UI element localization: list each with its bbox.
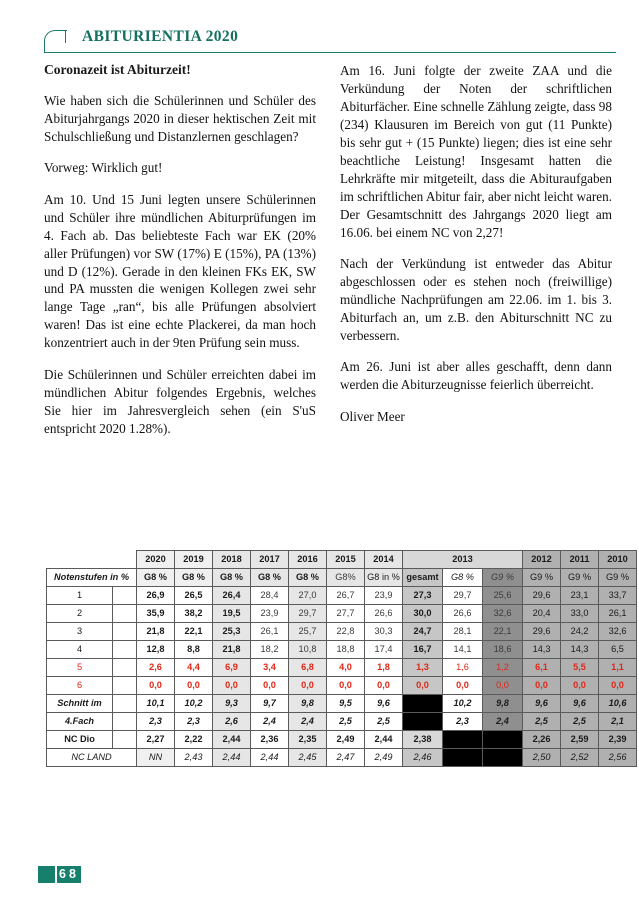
- grade-statistics-table: [46, 550, 637, 767]
- cell-g2-2015: 27,7: [327, 605, 365, 623]
- cell-g3-2019: 22,1: [175, 623, 213, 641]
- cell-g2-2016: 29,7: [289, 605, 327, 623]
- cell-g1-2018: 26,4: [213, 587, 251, 605]
- cell-schnitt-pts-2010: 10,6: [599, 695, 637, 713]
- cell-g6-2010: 0,0: [599, 677, 637, 695]
- row-pad-2: [113, 605, 137, 623]
- table-row: [47, 641, 637, 659]
- cell-ncland-2018: 2,44: [213, 749, 251, 767]
- cell-ncdio-2013-gesamt: 2,38: [403, 731, 443, 749]
- cell-g1-2012: 29,6: [523, 587, 561, 605]
- cell-ncland-2010: 2,56: [599, 749, 637, 767]
- cell-g4-2018: 21,8: [213, 641, 251, 659]
- cell-g1-2016: 27,0: [289, 587, 327, 605]
- row-pad-3: [113, 623, 137, 641]
- table-row: [47, 587, 637, 605]
- cell-schnitt-nc-2018: 2,6: [213, 713, 251, 731]
- cell-g4-2012: 14,3: [523, 641, 561, 659]
- cell-schnitt-nc-2020: 2,3: [137, 713, 175, 731]
- corner-bracket-decoration: [44, 30, 67, 53]
- cell-ncland-2014: 2,49: [365, 749, 403, 767]
- row-pad-ncdio: [113, 731, 137, 749]
- cell-g5-2017: 3,4: [251, 659, 289, 677]
- cell-ncdio-2020: 2,27: [137, 731, 175, 749]
- cell-g6-2019: 0,0: [175, 677, 213, 695]
- cell-schnitt-pts-2015: 9,5: [327, 695, 365, 713]
- cell-ncdio-2016: 2,35: [289, 731, 327, 749]
- cell-g4-2020: 12,8: [137, 641, 175, 659]
- cell-ncland-2013-g9-empty: [483, 749, 523, 767]
- cell-g3-2012: 29,6: [523, 623, 561, 641]
- paragraph-left-2: Vorweg: Wirklich gut!: [44, 160, 163, 176]
- cell-schnitt-nc-2012: 2,5: [523, 713, 561, 731]
- cell-g4-2013-g8: 14,1: [443, 641, 483, 659]
- cell-g1-2011: 23,1: [561, 587, 599, 605]
- row-label-schnitt-line2: 4.Fach: [47, 713, 113, 731]
- cell-g6-2016: 0,0: [289, 677, 327, 695]
- cell-ncdio-2013-g8-empty: [443, 731, 483, 749]
- cell-g3-2013-gesamt: 24,7: [403, 623, 443, 641]
- row-label-grade-2: 2: [47, 605, 113, 623]
- subheader-2017: G8 %: [251, 569, 289, 587]
- cell-g6-2013-g9: 0,0: [483, 677, 523, 695]
- cell-ncdio-2015: 2,49: [327, 731, 365, 749]
- cell-g4-2014: 17,4: [365, 641, 403, 659]
- cell-g3-2013-g8: 28,1: [443, 623, 483, 641]
- row-pad-5: [113, 659, 137, 677]
- cell-g4-2013-gesamt: 16,7: [403, 641, 443, 659]
- cell-ncdio-2019: 2,22: [175, 731, 213, 749]
- cell-ncland-2019: 2,43: [175, 749, 213, 767]
- cell-schnitt-pts-2020: 10,1: [137, 695, 175, 713]
- header-year-2013: 2013: [403, 551, 523, 569]
- right-text-column: [340, 62, 612, 426]
- cell-g3-2015: 22,8: [327, 623, 365, 641]
- row-label-grade-4: 4: [47, 641, 113, 659]
- subheader-2013-g8: G8 %: [443, 569, 483, 587]
- row-pad-6: [113, 677, 137, 695]
- cell-ncdio-2017: 2,36: [251, 731, 289, 749]
- cell-g5-2010: 1,1: [599, 659, 637, 677]
- cell-g3-2017: 26,1: [251, 623, 289, 641]
- row-label-nc-dio: NC Dio: [47, 731, 113, 749]
- cell-g3-2014: 30,3: [365, 623, 403, 641]
- cell-g4-2015: 18,8: [327, 641, 365, 659]
- subheader-2018: G8 %: [213, 569, 251, 587]
- left-text-column: [44, 62, 316, 438]
- cell-g1-2019: 26,5: [175, 587, 213, 605]
- header-year-2014: 2014: [365, 551, 403, 569]
- cell-schnitt-nc-2016: 2,4: [289, 713, 327, 731]
- cell-ncland-2020: NN: [137, 749, 175, 767]
- cell-ncdio-2013-g9-empty: [483, 731, 523, 749]
- cell-g1-2015: 26,7: [327, 587, 365, 605]
- header-year-2016: 2016: [289, 551, 327, 569]
- cell-g3-2020: 21,8: [137, 623, 175, 641]
- cell-g5-2013-g9: 1,2: [483, 659, 523, 677]
- table-row: [47, 731, 637, 749]
- cell-g1-2013-gesamt: 27,3: [403, 587, 443, 605]
- cell-schnitt-pts-2016: 9,8: [289, 695, 327, 713]
- table-row: [47, 677, 637, 695]
- subheader-2019: G8 %: [175, 569, 213, 587]
- cell-g3-2018: 25,3: [213, 623, 251, 641]
- page-number: 68: [59, 867, 79, 881]
- cell-schnitt-nc-2010: 2,1: [599, 713, 637, 731]
- cell-g3-2011: 24,2: [561, 623, 599, 641]
- cell-schnitt-pts-2013-gesamt-empty: [403, 695, 443, 713]
- cell-g1-2020: 26,9: [137, 587, 175, 605]
- cell-schnitt-pts-2011: 9,6: [561, 695, 599, 713]
- subheader-2015: G8%: [327, 569, 365, 587]
- cell-schnitt-pts-2018: 9,3: [213, 695, 251, 713]
- cell-schnitt-pts-2013-g9: 9,8: [483, 695, 523, 713]
- row-label-grade-6: 6: [47, 677, 113, 695]
- cell-schnitt-nc-2013-gesamt-empty: [403, 713, 443, 731]
- cell-g3-2016: 25,7: [289, 623, 327, 641]
- cell-schnitt-pts-2019: 10,2: [175, 695, 213, 713]
- cell-ncdio-2012: 2,26: [523, 731, 561, 749]
- row-label-grade-1: 1: [47, 587, 113, 605]
- header-spacer-b: [113, 551, 137, 569]
- table-row: [47, 623, 637, 641]
- cell-ncland-2011: 2,52: [561, 749, 599, 767]
- header-notenstufen-label: Notenstufen in %: [47, 569, 137, 587]
- paragraph-right-3: Am 26. Juni ist aber alles geschafft, denn dann werden die Abiturzeugnisse feierlich überreicht.: [340, 359, 612, 393]
- header-year-2012: 2012: [523, 551, 561, 569]
- row-pad-1: [113, 587, 137, 605]
- header-spacer-a: [47, 551, 113, 569]
- row-label-grade-5: 5: [47, 659, 113, 677]
- header-year-2020: 2020: [137, 551, 175, 569]
- subheader-2010: G9 %: [599, 569, 637, 587]
- table-header-years: [47, 551, 637, 569]
- cell-g6-2018: 0,0: [213, 677, 251, 695]
- paragraph-right-1: Am 16. Juni folgte der zweite ZAA und die Verkündung der Noten der schriftlichen Abiturfächer. Eine schnelle Zählung zeigte, dass 98 (234) Klausuren im Bereich von gut (11 Punkte) bis sehr gut + (15 Punkte) liegen; dies ist eine sehr beachtliche Leistung! Insgesamt hatten die Lehrkräfte mir mitgeteilt, dass die Abituraufgaben im schriftlichen Abitur fair, aber nicht leicht waren. Der Gesamtschnitt des Jahrgangs 2020 liegt am 16.06. bei einem NC von 2,27!: [340, 63, 612, 240]
- cell-g5-2015: 4,0: [327, 659, 365, 677]
- cell-schnitt-nc-2015: 2,5: [327, 713, 365, 731]
- subheader-2013-g9: G9 %: [483, 569, 523, 587]
- cell-ncland-2016: 2,45: [289, 749, 327, 767]
- header-year-2010: 2010: [599, 551, 637, 569]
- subheader-2020: G8 %: [137, 569, 175, 587]
- cell-g5-2013-gesamt: 1,3: [403, 659, 443, 677]
- page-folio: [38, 866, 81, 883]
- table-row: [47, 713, 637, 731]
- subheader-2011: G9 %: [561, 569, 599, 587]
- cell-ncland-2013-gesamt: 2,46: [403, 749, 443, 767]
- paragraph-left-4: Die Schülerinnen und Schüler erreichten dabei im mündlichen Abitur folgendes Ergebnis, welches Sie hier im Jahresvergleich sehen (ein S'uS entspricht 2020 1.28%).: [44, 366, 316, 436]
- corner-bracket-tick: [65, 30, 66, 43]
- cell-g2-2014: 26,6: [365, 605, 403, 623]
- subheader-2016: G8 %: [289, 569, 327, 587]
- cell-g6-2011: 0,0: [561, 677, 599, 695]
- grade-statistics-table-container: [46, 550, 630, 767]
- cell-ncdio-2011: 2,59: [561, 731, 599, 749]
- cell-g2-2013-gesamt: 30,0: [403, 605, 443, 623]
- cell-g6-2012: 0,0: [523, 677, 561, 695]
- cell-g5-2012: 6,1: [523, 659, 561, 677]
- header-year-2015: 2015: [327, 551, 365, 569]
- cell-g6-2014: 0,0: [365, 677, 403, 695]
- cell-g6-2013-gesamt: 0,0: [403, 677, 443, 695]
- cell-g4-2011: 14,3: [561, 641, 599, 659]
- header-year-2019: 2019: [175, 551, 213, 569]
- cell-g1-2013-g8: 29,7: [443, 587, 483, 605]
- header-rule: [44, 52, 616, 53]
- cell-g6-2020: 0,0: [137, 677, 175, 695]
- table-row: [47, 749, 637, 767]
- cell-g3-2010: 32,6: [599, 623, 637, 641]
- header-year-2018: 2018: [213, 551, 251, 569]
- cell-g4-2016: 10,8: [289, 641, 327, 659]
- cell-g1-2010: 33,7: [599, 587, 637, 605]
- cell-g2-2017: 23,9: [251, 605, 289, 623]
- cell-ncland-2012: 2,50: [523, 749, 561, 767]
- article-signature: Oliver Meer: [340, 408, 405, 424]
- cell-g4-2013-g9: 18,6: [483, 641, 523, 659]
- table-header-subtypes: [47, 569, 637, 587]
- cell-g2-2012: 20,4: [523, 605, 561, 623]
- cell-g5-2011: 5,5: [561, 659, 599, 677]
- header-year-2011: 2011: [561, 551, 599, 569]
- subheader-2012: G9 %: [523, 569, 561, 587]
- cell-g5-2016: 6,8: [289, 659, 327, 677]
- cell-schnitt-nc-2013-g8: 2,3: [443, 713, 483, 731]
- paragraph-left-1: Wie haben sich die Schülerinnen und Schüler des Abiturjahrgangs 2020 in dieser hektischen Zeit mit Schulschließung und Distanzlernen geschlagen?: [44, 92, 316, 144]
- cell-ncland-2015: 2,47: [327, 749, 365, 767]
- cell-g4-2017: 18,2: [251, 641, 289, 659]
- page-title: Coronazeit ist Abiturzeit!: [44, 62, 191, 77]
- row-pad-s2: [113, 713, 137, 731]
- cell-ncland-2017: 2,44: [251, 749, 289, 767]
- cell-g2-2019: 38,2: [175, 605, 213, 623]
- cell-g5-2013-g8: 1,6: [443, 659, 483, 677]
- cell-schnitt-nc-2019: 2,3: [175, 713, 213, 731]
- cell-g5-2020: 2,6: [137, 659, 175, 677]
- header-year-2017: 2017: [251, 551, 289, 569]
- cell-ncdio-2010: 2,39: [599, 731, 637, 749]
- table-row: [47, 659, 637, 677]
- subheader-2013-gesamt: gesamt: [403, 569, 443, 587]
- cell-schnitt-nc-2011: 2,5: [561, 713, 599, 731]
- cell-g2-2018: 19,5: [213, 605, 251, 623]
- row-pad-4: [113, 641, 137, 659]
- cell-ncdio-2014: 2,44: [365, 731, 403, 749]
- cell-g4-2010: 6,5: [599, 641, 637, 659]
- row-pad-s1: [113, 695, 137, 713]
- cell-g3-2013-g9: 22,1: [483, 623, 523, 641]
- cell-schnitt-pts-2017: 9,7: [251, 695, 289, 713]
- cell-g6-2017: 0,0: [251, 677, 289, 695]
- cell-g2-2013-g8: 26,6: [443, 605, 483, 623]
- subheader-2014: G8 in %: [365, 569, 403, 587]
- cell-schnitt-nc-2017: 2,4: [251, 713, 289, 731]
- cell-g5-2019: 4,4: [175, 659, 213, 677]
- row-label-schnitt-line1: Schnitt im: [47, 695, 113, 713]
- cell-g2-2011: 33,0: [561, 605, 599, 623]
- cell-schnitt-nc-2014: 2,5: [365, 713, 403, 731]
- cell-g6-2013-g8: 0,0: [443, 677, 483, 695]
- table-row: [47, 695, 637, 713]
- paragraph-left-3: Am 10. Und 15 Juni legten unsere Schülerinnen und Schüler ihre mündlichen Abiturprüfungen im 4. Fach ab. Das beliebteste Fach war EK (20% aller Prüfungen) vor SW (17%) E (15%), PA (13%) und D (12%). Gerade in den kleinen FKs EK, SW und PA mussten die wenigen Kollegen zwei sehr lange Tage „ran“, bis alle Prüfungen absolviert waren! Das ist eine echte Plackerei, da man hoch konzentriert auch in der 9ten Prüfung sein muss.: [44, 191, 316, 351]
- folio-color-swatch: [38, 866, 55, 883]
- cell-g1-2014: 23,9: [365, 587, 403, 605]
- cell-schnitt-pts-2012: 9,6: [523, 695, 561, 713]
- cell-schnitt-nc-2013-g9: 2,4: [483, 713, 523, 731]
- cell-g1-2013-g9: 25,6: [483, 587, 523, 605]
- cell-ncland-2013-g8-empty: [443, 749, 483, 767]
- cell-schnitt-pts-2013-g8: 10,2: [443, 695, 483, 713]
- page-running-head: [44, 28, 616, 62]
- cell-g5-2014: 1,8: [365, 659, 403, 677]
- cell-schnitt-pts-2014: 9,6: [365, 695, 403, 713]
- cell-g6-2015: 0,0: [327, 677, 365, 695]
- cell-g2-2020: 35,9: [137, 605, 175, 623]
- table-row: [47, 605, 637, 623]
- row-label-grade-3: 3: [47, 623, 113, 641]
- cell-ncdio-2018: 2,44: [213, 731, 251, 749]
- paragraph-right-2: Nach der Verkündung ist entweder das Abitur abgeschlossen oder es stehen noch (freiwillige) mündliche Nachprüfungen am 22.06. im 1. bis 3. Abiturfach an, um z.B. den Abiturschnitt NC zu verbessern.: [340, 256, 612, 343]
- row-label-nc-land: NC LAND: [47, 749, 137, 767]
- running-head-title: ABITURIENTIA 2020: [82, 28, 239, 45]
- cell-g5-2018: 6,9: [213, 659, 251, 677]
- cell-g4-2019: 8,8: [175, 641, 213, 659]
- cell-g2-2013-g9: 32,6: [483, 605, 523, 623]
- cell-g2-2010: 26,1: [599, 605, 637, 623]
- cell-g1-2017: 28,4: [251, 587, 289, 605]
